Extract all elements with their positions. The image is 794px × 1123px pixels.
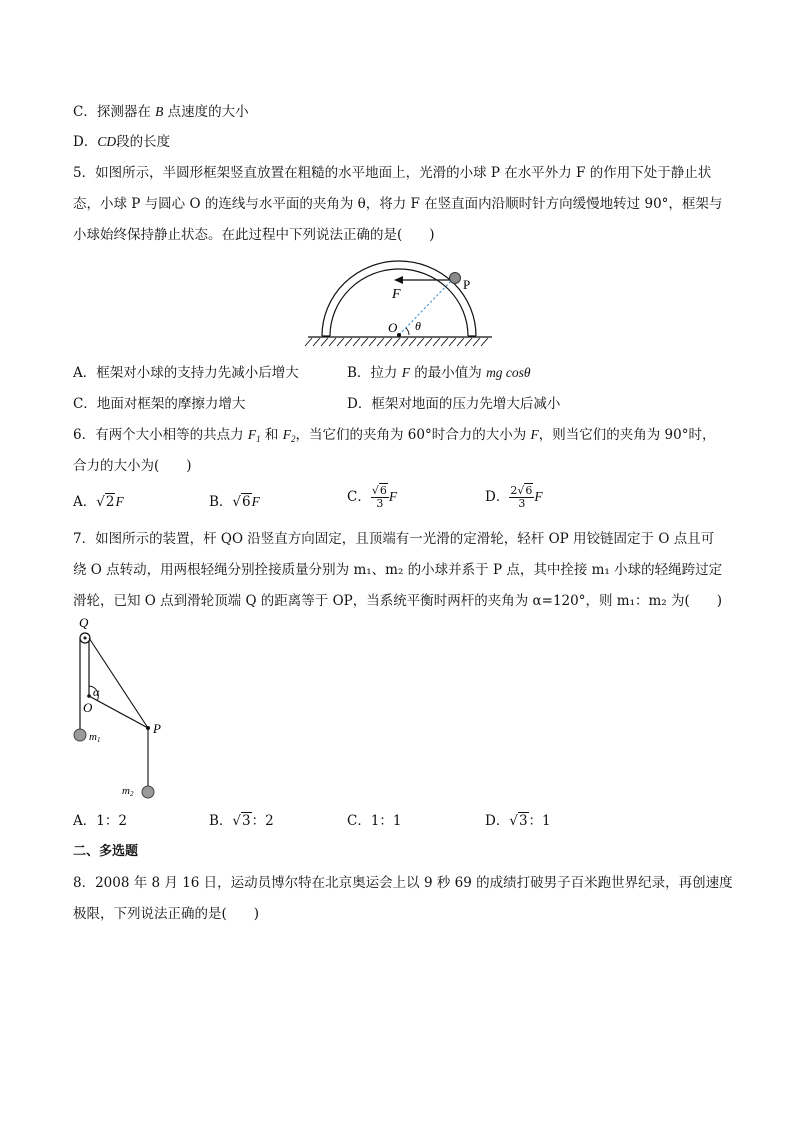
theta-arc: [406, 328, 409, 335]
q6-line2: 合力的大小为( ): [73, 458, 192, 474]
q5-line2: 态，小球 P 与圆心 O 的连线与水平面的夹角为 θ，将力 F 在竖直面内沿顺时针方向缓慢地转过 90°，框架与: [73, 196, 723, 212]
radius-dashed: [399, 280, 452, 335]
label-O: O: [388, 320, 398, 335]
label-P: P: [463, 277, 471, 292]
label-theta: θ: [415, 319, 421, 333]
q7-line3: 滑轮，已知 O 点到滑轮顶端 Q 的距离等于 OP，当系统平衡时两杆的夹角为 α=120°，则 m₁：m₂ 为( ): [73, 593, 723, 609]
q7-line1: 7．如图所示的装置，杆 QO 沿竖直方向固定，且顶端有一光滑的定滑轮，轻杆 OP 用铰链固定于 O 点且可: [73, 531, 715, 547]
q5-line1: 5．如图所示，半圆形框架竖直放置在粗糙的水平地面上，光滑的小球 P 在水平外力 F 的作用下处于静止状: [73, 165, 712, 181]
hinge-O: [87, 694, 91, 698]
q7-figure: [66, 614, 176, 806]
q4-option-d: D．CD段的长度: [73, 134, 171, 150]
q5-option-b: B．拉力 F 的最小值为 mg cosθ: [347, 365, 531, 381]
label-m2: m2: [122, 785, 134, 798]
label-alpha: α: [93, 685, 100, 699]
q7-option-c: C．1：1: [347, 813, 402, 829]
ball-m1: [74, 729, 86, 741]
q5-line3: 小球始终保持静止状态。在此过程中下列说法正确的是( ): [73, 227, 435, 243]
q8-line1: 8．2008 年 8 月 16 日，运动员博尔特在北京奥运会上以 9 秒 69 的成绩打破男子百米跑世界纪录，再创速度: [73, 875, 733, 891]
q5-figure: [300, 258, 500, 354]
label-Q: Q: [79, 615, 89, 630]
label-O: O: [83, 700, 93, 715]
q5-option-a: A．框架对小球的支持力先减小后增大: [73, 365, 299, 381]
label-F: F: [392, 287, 401, 302]
q6-line1: 6．有两个大小相等的共点力 $F_1$ 和 $F_2$，当它们的夹角为 60°时合力的大小为 F，则当它们的夹角为 90°时，: [73, 427, 716, 444]
q5-option-c: C．地面对框架的摩擦力增大: [73, 396, 246, 412]
q6-option-d: D． $\frac{2√6}{3}$ F: [485, 484, 543, 510]
q6-option-a: A．√2F: [73, 494, 124, 510]
rope-QP: [89, 638, 148, 728]
q7-line2: 绕 O 点转动，用两根轻绳分别拴接质量分别为 m₁、m₂ 的小球并系于 P 点，其中拴接 m₁ 小球的轻绳跨过定: [73, 562, 723, 578]
label-P: P: [153, 721, 161, 736]
label-m1: m1: [89, 731, 101, 744]
q5-option-d: D．框架对地面的压力先增大后减小: [347, 396, 561, 412]
q7-option-b: B．√3：2: [209, 813, 274, 829]
force-arrowhead: [394, 276, 403, 284]
ball-m2: [142, 786, 154, 798]
ball-P: [450, 273, 461, 284]
center-O-dot: [397, 333, 401, 337]
q8-line2: 极限，下列说法正确的是( ): [73, 906, 260, 922]
section-heading-multi-choice: 二、多选题: [73, 844, 139, 859]
ground-hatch: [305, 338, 488, 346]
q7-option-a: A．1：2: [73, 813, 127, 829]
q4-option-c: C．探测器在 B 点速度的大小: [73, 104, 249, 120]
q6-option-b: B．√6F: [209, 494, 260, 510]
q6-option-c: C． $\frac{√6}{3}$ F: [347, 484, 398, 510]
rod-OP: [89, 696, 148, 728]
q7-option-d: D．√3：1: [485, 813, 551, 829]
